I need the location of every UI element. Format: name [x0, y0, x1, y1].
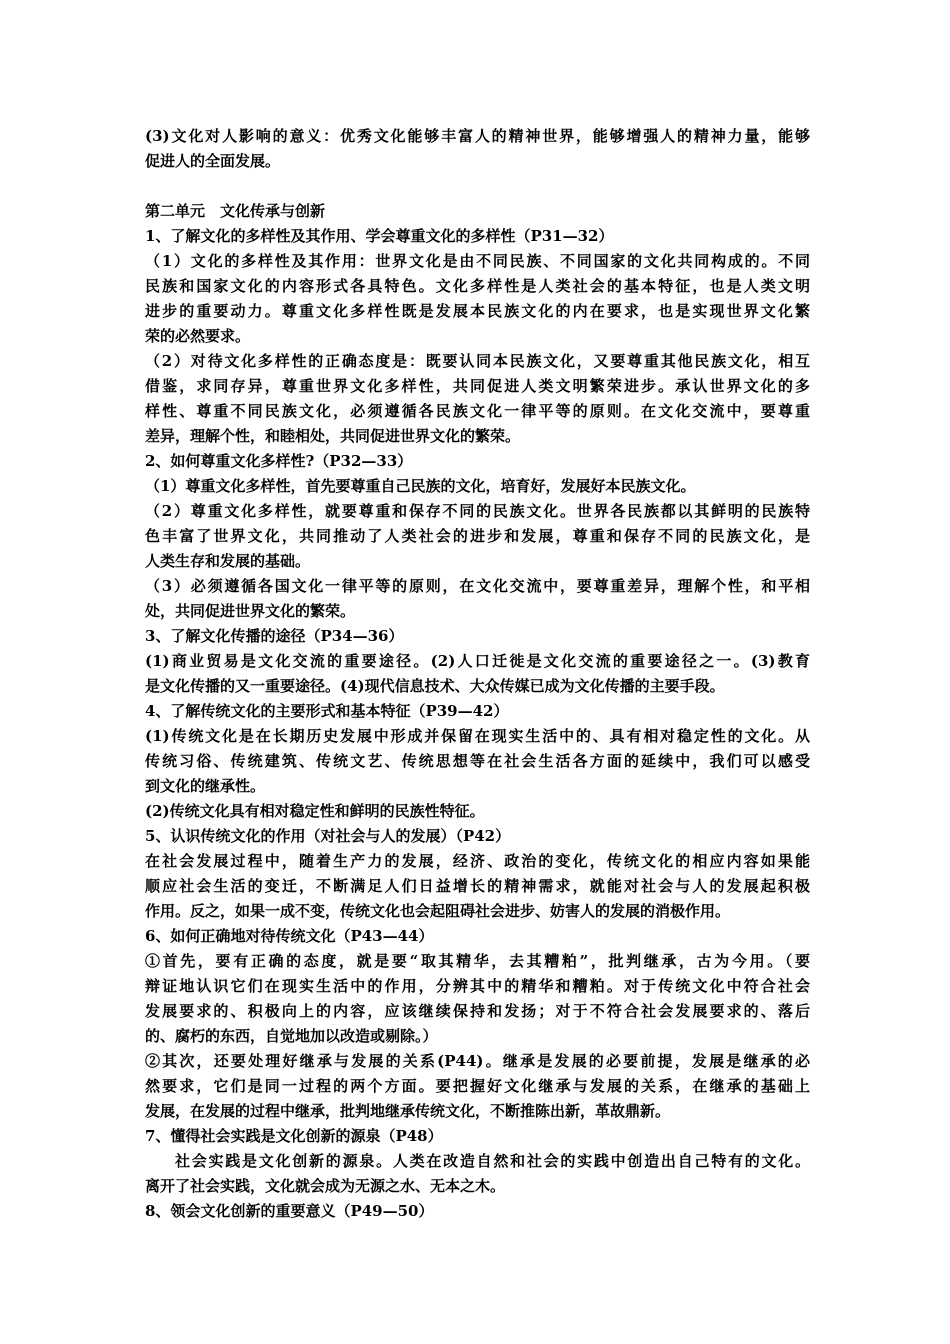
text-line: 离开了社会实践，文化就会成为无源之水、无本之木。 [145, 1177, 506, 1195]
text-line: 辩证地认识它们在现实生活中的作用，分辨其中的精华和糟粕。对于传统文化中符合社会 [145, 977, 810, 995]
text-line: 8、领会文化创新的重要意义（P49—50） [145, 1202, 434, 1220]
text-line: (1)商业贸易是文化交流的重要途径。(2)人口迁徙是文化交流的重要途径之一。(3)教育 [145, 652, 810, 670]
text-line: 1、了解文化的多样性及其作用、学会尊重文化的多样性（P31—32） [145, 227, 614, 245]
text-line: 色丰富了世界文化，共同推动了人类社会的进步和发展，尊重和保存不同的民族文化，是 [145, 527, 810, 545]
text-line: ②其次，还要处理好继承与发展的关系(P44)。继承是发展的必要前提，发展是继承的必 [145, 1052, 810, 1070]
text-line: 是文化传播的又一重要途径。(4)现代信息技术、大众传媒已成为文化传播的主要手段。 [145, 677, 725, 695]
document-page [145, 124, 810, 1224]
text-line: 处，共同促进世界文化的繁荣。 [145, 602, 356, 620]
blank-line [145, 174, 810, 199]
text-line: 人类生存和发展的基础。 [145, 552, 311, 570]
text-line: 第二单元 文化传承与创新 [145, 202, 326, 220]
text-line: 5、认识传统文化的作用（对社会与人的发展）（P42） [145, 827, 511, 845]
text-line: （3）必须遵循各国文化一律平等的原则，在文化交流中，要尊重差异，理解个性，和平相 [145, 577, 810, 595]
text-line: (3)文化对人影响的意义：优秀文化能够丰富人的精神世界，能够增强人的精神力量，能够 [145, 127, 810, 145]
text-line: 样性、尊重不同民族文化，必须遵循各民族文化一律平等的原则。在文化交流中，要尊重 [145, 402, 810, 420]
text-line: ①首先，要有正确的态度，就是要“取其精华，去其糟粕”，批判继承，古为今用。（要 [145, 952, 810, 970]
text-line: 荣的必然要求。 [145, 327, 251, 345]
text-line: 6、如何正确地对待传统文化（P43—44） [145, 927, 434, 945]
text-line: 发展要求的、积极向上的内容，应该继续保持和发扬；对于不符合社会发展要求的、落后 [145, 1002, 810, 1020]
text-line: 3、了解文化传播的途径（P34—36） [145, 627, 404, 645]
text-line: 在社会发展过程中，随着生产力的发展，经济、政治的变化，传统文化的相应内容如果能 [145, 852, 810, 870]
text-line: (2)传统文化具有相对稳定性和鲜明的民族性特征。 [145, 802, 485, 820]
text-line: 传统习俗、传统建筑、传统文艺、传统思想等在社会生活各方面的延续中，我们可以感受 [145, 752, 810, 770]
text-line: 借鉴，求同存异，尊重世界文化多样性，共同促进人类文明繁荣进步。承认世界文化的多 [145, 377, 810, 395]
text-line: 顺应社会生活的变迁，不断满足人们日益增长的精神需求，就能对社会与人的发展起积极 [145, 877, 810, 895]
text-line: 民族和国家文化的内容形式各具特色。文化多样性是人类社会的基本特征，也是人类文明 [145, 277, 810, 295]
text-line: 差异，理解个性，和睦相处，共同促进世界文化的繁荣。 [145, 427, 521, 445]
text-line: 作用。反之，如果一成不变，传统文化也会起阻碍社会进步、妨害人的发展的消极作用。 [145, 902, 731, 920]
text-line: （2）对待文化多样性的正确态度是：既要认同本民族文化，又要尊重其他民族文化，相互 [145, 352, 810, 370]
text-line: 进步的重要动力。尊重文化多样性既是发展本民族文化的内在要求，也是实现世界文化繁 [145, 302, 810, 320]
text-line: 发展，在发展的过程中继承，批判地继承传统文化，不断推陈出新，革故鼎新。 [145, 1102, 671, 1120]
text-line: 2、如何尊重文化多样性?（P32—33） [145, 452, 413, 470]
text-line: 然要求，它们是同一过程的两个方面。要把握好文化继承与发展的关系，在继承的基础上 [145, 1077, 810, 1095]
text-line: （1）尊重文化多样性，首先要尊重自己民族的文化，培育好，发展好本民族文化。 [145, 477, 696, 495]
text-line: 到文化的继承性。 [145, 777, 266, 795]
text-line: 的、腐朽的东西，自觉地加以改造或剔除。） [145, 1027, 438, 1045]
text-line: （2）尊重文化多样性，就要尊重和保存不同的民族文化。世界各民族都以其鲜明的民族特 [145, 502, 810, 520]
text-line: （1）文化的多样性及其作用：世界文化是由不同民族、不同国家的文化共同构成的。不同 [145, 252, 810, 270]
text-line: 促进人的全面发展。 [145, 152, 281, 170]
text-line: 社会实践是文化创新的源泉。人类在改造自然和社会的实践中创造出自己特有的文化。 [175, 1152, 810, 1170]
text-line: (1)传统文化是在长期历史发展中形成并保留在现实生活中的、具有相对稳定性的文化。从 [145, 727, 810, 745]
text-line: 7、懂得社会实践是文化创新的源泉（P48） [145, 1127, 443, 1145]
text-line: 4、了解传统文化的主要形式和基本特征（P39—42） [145, 702, 509, 720]
